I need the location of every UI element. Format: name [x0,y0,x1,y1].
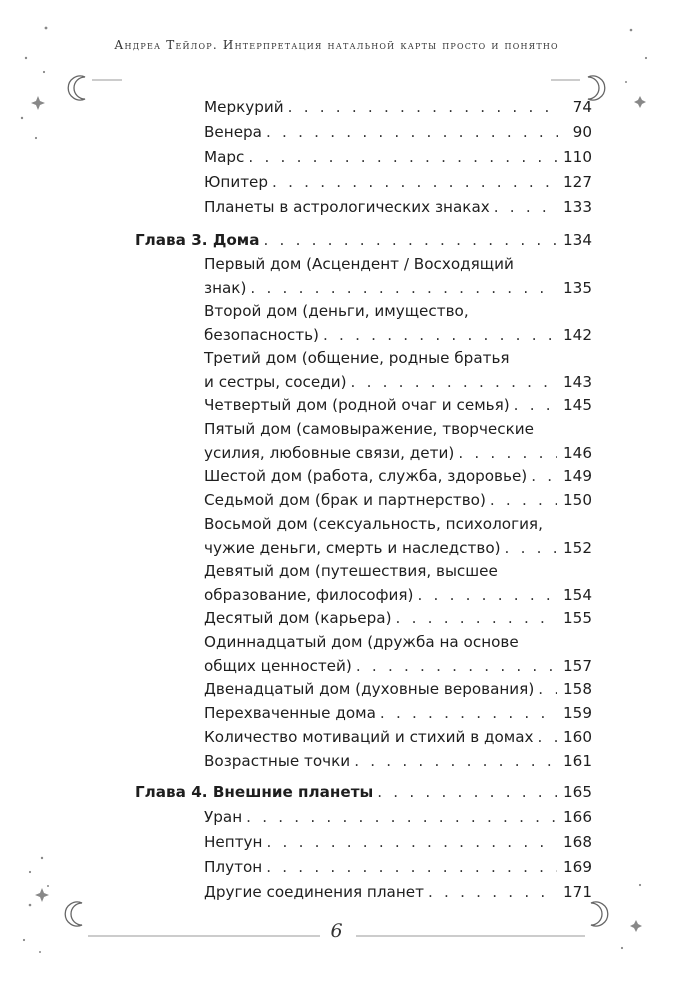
dot-leader [246,806,557,830]
toc-entry-title-line2: общих ценностей) [204,656,352,675]
toc-entry-title: Плутон [204,858,263,876]
dot-leader [263,229,557,253]
toc-entry[interactable] [204,394,592,418]
dot-leader [538,726,557,750]
toc-entry-page: 169 [563,858,592,876]
dot-leader [377,781,557,805]
toc-entry-page: 142 [563,325,592,344]
toc-entry-title: Возрастные точки [204,752,351,770]
toc-entry[interactable] [204,750,592,774]
toc-entry-page: 168 [563,833,592,851]
page-number: 6 [330,920,343,942]
toc-entry[interactable] [204,418,592,465]
toc-entry[interactable] [204,465,592,489]
running-head: Андреа Тейлор. Интерпретация натальной карты просто и понятно [114,38,559,52]
toc-entry[interactable] [204,171,592,195]
toc-entry-page: 166 [563,808,592,826]
toc-entry[interactable] [204,881,592,905]
toc-entry[interactable] [204,513,592,560]
dot-leader [458,442,557,466]
toc-entry[interactable] [204,121,592,145]
toc-entry-title-line1: Пятый дом (самовыражение, творческие [204,420,535,438]
toc-entry-title-line2: образование, философия) [204,585,414,604]
toc-entry-title-line1: Первый дом (Асцендент / Восходящий [204,255,514,273]
dot-leader [323,324,557,348]
toc-entry-title: Уран [204,808,243,826]
toc-entry-page: 152 [563,538,592,557]
chapter-page: 165 [563,783,592,801]
toc-entry[interactable] [204,560,592,607]
dot-leader [505,537,557,561]
toc-entry-title: Перехваченные дома [204,704,376,722]
toc-entry-page: 154 [563,585,592,604]
toc-entry-title-line1: Одиннадцатый дом (дружба на основе [204,633,519,651]
dot-leader [351,371,557,395]
dot-leader [272,171,557,195]
dot-leader [356,655,557,679]
toc-entry-title: Шестой дом (работа, служба, здоровье) [204,467,528,485]
toc-entry-page: 146 [563,443,592,462]
dot-leader [396,607,557,631]
dot-leader [354,750,557,774]
toc-entry-page: 171 [563,883,592,901]
toc-entry[interactable] [204,96,592,120]
dot-leader [494,196,557,220]
toc-entry-title-line2: безопасность) [204,325,319,344]
toc-entry[interactable] [204,146,592,170]
toc-entry-page: 159 [563,704,592,722]
toc-entry-title: Венера [204,123,262,141]
dot-leader [538,678,557,702]
toc-entry[interactable] [204,196,592,220]
toc-entry[interactable] [204,607,592,631]
toc-entry-page: 158 [563,680,592,698]
toc-entry-title: Нептун [204,833,263,851]
toc-entry-title: Марс [204,148,245,166]
crescent-moon-icon [68,76,85,100]
toc-entry-page: 155 [563,609,592,627]
dot-leader [266,856,557,880]
toc-entry[interactable] [204,726,592,750]
dot-leader [428,881,557,905]
chapter-title: Глава 3. Дома [135,231,260,249]
toc-entry-page: 149 [563,467,592,485]
toc-entry[interactable] [204,489,592,513]
dot-leader [248,146,557,170]
toc-entry-page: 110 [563,148,592,166]
toc-entry-page: 90 [572,123,592,141]
dot-leader [514,394,557,418]
toc-entry-title-line1: Девятый дом (путешествия, высшее [204,562,498,580]
dot-leader [250,277,557,301]
toc-entry-page: 160 [563,728,592,746]
toc-entry-title: Планеты в астрологических знаках [204,198,490,216]
toc-entry-title-line2: и сестры, соседи) [204,372,347,391]
toc-entry-title: Четвертый дом (родной очаг и семья) [204,396,510,414]
chapter-title: Глава 4. Внешние планеты [135,783,374,801]
chapter-page: 134 [563,231,592,249]
toc-entry-page: 135 [563,278,592,297]
toc-entry-page: 161 [563,752,592,770]
dot-leader [266,831,557,855]
toc-entry-title: Двенадцатый дом (духовные верования) [204,680,535,698]
toc-entry[interactable] [204,831,592,855]
toc-entry[interactable] [204,856,592,880]
toc-entry[interactable] [204,253,592,300]
toc-entry-page: 143 [563,372,592,391]
toc-entry[interactable] [204,300,592,347]
toc-entry[interactable] [204,631,592,678]
toc-entry[interactable] [204,678,592,702]
toc-entry-page: 74 [572,98,592,116]
dot-leader [490,489,557,513]
toc-entry-title-line1: Восьмой дом (сексуальность, психология, [204,515,543,533]
toc-entry-title: Седьмой дом (брак и партнерство) [204,491,486,509]
toc-entry-page: 145 [563,396,592,414]
toc-chapter-4[interactable] [135,781,592,805]
toc-entry-title: Другие соединения планет [204,883,424,901]
toc-entry-title-line1: Второй дом (деньги, имущество, [204,302,469,320]
toc-entry[interactable] [204,347,592,394]
toc-entry[interactable] [204,702,592,726]
toc-entry-title: Количество мотиваций и стихий в домах [204,728,534,746]
toc-entry-title-line2: чужие деньги, смерть и наследство) [204,538,501,557]
toc-entry-page: 127 [563,173,592,191]
dot-leader [380,702,557,726]
dot-leader [288,96,558,120]
toc-entry-title: Десятый дом (карьера) [204,609,392,627]
toc-entry-title: Меркурий [204,98,284,116]
toc-entry-page: 150 [563,491,592,509]
toc-entry-page: 133 [563,198,592,216]
toc-entry-title-line1: Третий дом (общение, родные братья [204,349,510,367]
toc-chapter-3[interactable] [135,229,592,253]
dot-leader [266,121,558,145]
dot-leader [531,465,557,489]
toc-entry-title: Юпитер [204,173,269,191]
toc-entry-title-line2: знак) [204,278,247,297]
toc-entry-title-line2: усилия, любовные связи, дети) [204,443,455,462]
dot-leader [417,584,557,608]
toc-entry-page: 157 [563,656,592,675]
toc-entry[interactable] [204,806,592,830]
